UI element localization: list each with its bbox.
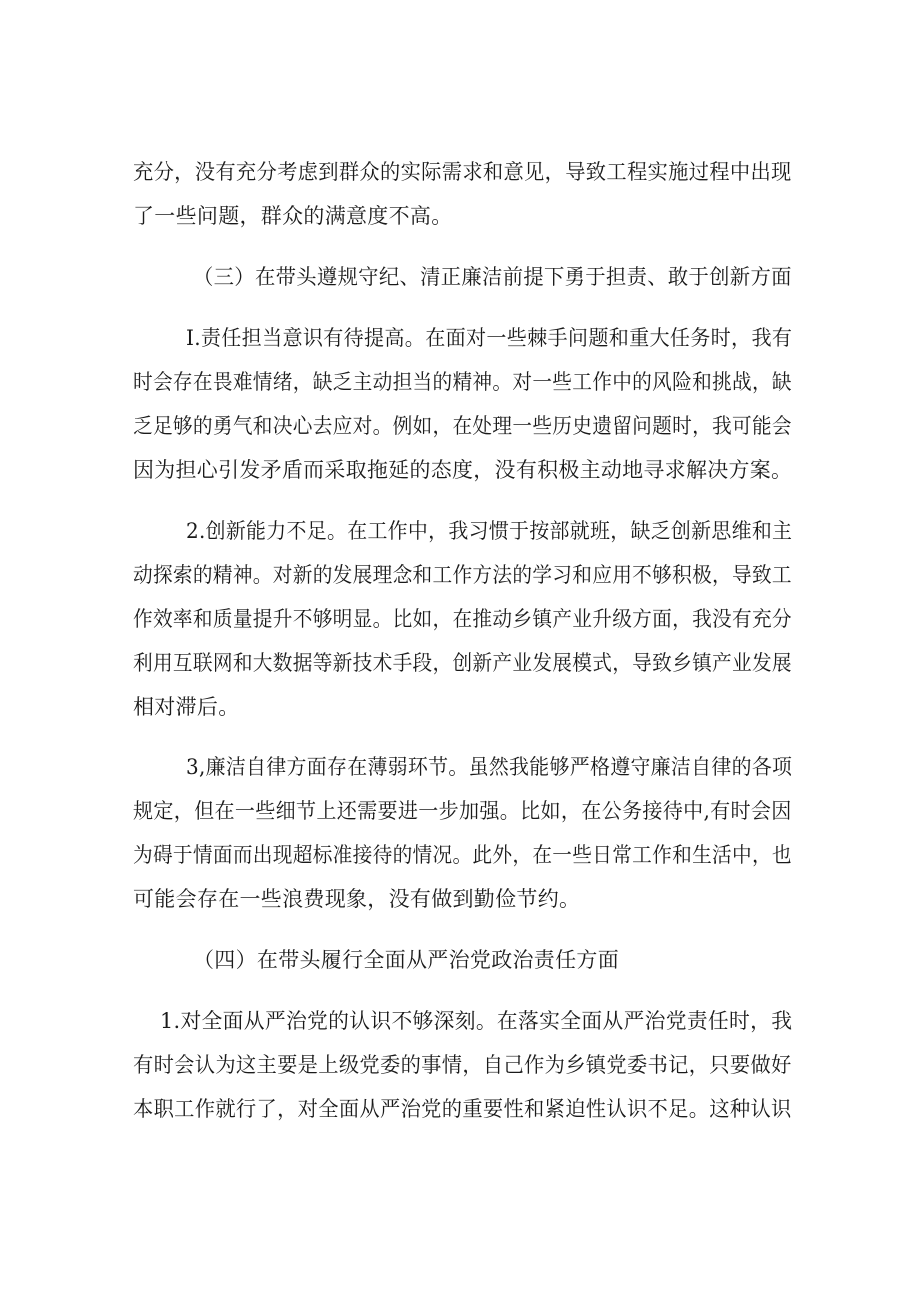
text-line: 有时会认为这主要是上级党委的事情，自己作为乡镇党委书记，只要做好: [133, 1053, 792, 1077]
text-line: 充分，没有充分考虑到群众的实际需求和意见，导致工程实施过程中出现: [133, 160, 792, 184]
text-line: 利用互联网和大数据等新技术手段，创新产业发展模式，导致乡镇产业发展: [133, 651, 792, 675]
section-heading: （四）在带头履行全面从严治党政治责任方面: [193, 948, 619, 972]
text-line: 1.对全面从严治党的认识不够深刻。在落实全面从严治党责任时，我: [160, 1009, 793, 1033]
section-heading: （三）在带头遵规守纪、清正廉洁前提下勇于担责、敢于创新方面: [193, 265, 792, 289]
text-line: 因为担心引发矛盾而采取拖延的态度，没有积极主动地寻求解决方案。: [133, 458, 793, 482]
text-line: I.责任担当意识有待提高。在面对一些棘手问题和重大任务时，我有: [186, 326, 793, 350]
text-line: 时会存在畏难情绪，缺乏主动担当的精神。对一些工作中的风险和挑战，缺: [133, 370, 792, 394]
text-line: 2.创新能力不足。在工作中，我习惯于按部就班，缺乏创新思维和主: [186, 519, 793, 543]
text-line: 乏足够的勇气和决心去应对。例如，在处理一些历史遗留问题时，我可能会: [133, 414, 792, 438]
text-line: 了一些问题，群众的满意度不高。: [133, 204, 453, 228]
text-line: 作效率和质量提升不够明显。比如，在推动乡镇产业升级方面，我没有充分: [133, 607, 792, 631]
text-line: 为碍于情面而出现超标准接待的情况。此外，在一些日常工作和生活中，也: [133, 843, 792, 867]
text-line: 相对滞后。: [133, 695, 240, 719]
text-line: 动探索的精神。对新的发展理念和工作方法的学习和应用不够积极，导致工: [133, 563, 792, 587]
text-line: 3,廉洁自律方面存在薄弱环节。虽然我能够严格遵守廉洁自律的各项: [186, 755, 793, 779]
text-line: 可能会存在一些浪费现象，没有做到勤俭节约。: [133, 887, 581, 911]
text-line: 本职工作就行了，对全面从严治党的重要性和紧迫性认识不足。这种认识: [133, 1097, 792, 1121]
text-line: 规定，但在一些细节上还需要进一步加强。比如，在公务接待中,有时会因: [133, 799, 792, 823]
